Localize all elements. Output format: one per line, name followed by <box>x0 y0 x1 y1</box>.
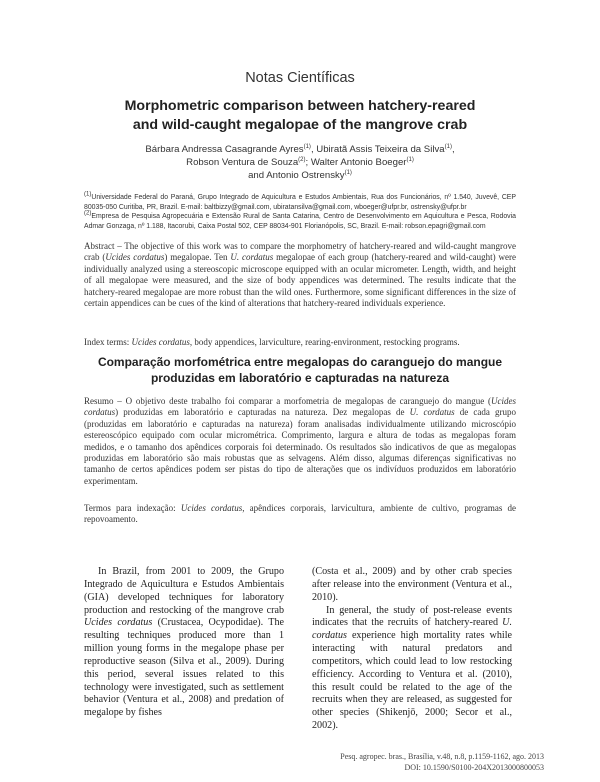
affiliation-mark: (2) <box>84 210 92 217</box>
author-affiliation-mark: (1) <box>406 157 414 164</box>
body-text: In Brazil, from 2001 to 2009, the Grupo Integrado de Aquicultura e Estudos Ambientais (GIA) developed techniques for laboratory production and restocking of the mangrove crab <box>84 566 284 616</box>
resumo-text: ) produzidas em laboratório e capturadas na natureza. Dez megalopas de <box>115 407 410 418</box>
affiliation-mark: (1) <box>84 191 92 198</box>
article-title-line-1: Morphometric comparison between hatchery-reared <box>124 98 476 114</box>
index-terms-text: , body appendices, larviculture, rearing-environment, restocking programs. <box>189 337 460 347</box>
author-affiliation-mark: (1) <box>444 143 452 150</box>
abstract-text: Abstract – The objective of this work was to compare the morphometry of hatchery-reared and wild-caught mangrove crab ( <box>84 241 516 263</box>
abstract <box>84 241 516 309</box>
affiliation-text: Empresa de Pesquisa Agropecuária e Extensão Rural de Santa Catarina, Centro de Desenvolvimento em Aquicultura e Pesca, Rodovia Admar Gonzaga, nº 1.188, Itacorubi, Caixa Postal 502, CEP 88034-901 Florianópolis, SC, Brazil. E-mail: robson.epagri@gmail.com <box>84 213 516 230</box>
author-line-2 <box>100 156 500 169</box>
species-name: Ucides cordatus <box>84 396 516 418</box>
author-separator: , <box>451 144 455 155</box>
portuguese-title-line-1: Comparação morfométrica entre megalopas do caranguejo do mangue <box>97 355 503 369</box>
affiliation-2 <box>84 212 516 231</box>
species-name: U. cordatus <box>409 407 455 418</box>
body-column-right <box>312 566 512 733</box>
author-affiliation-mark: (1) <box>303 143 311 150</box>
species-name: U. cordatus <box>230 252 274 263</box>
affiliation-text: Universidade Federal do Paraná, Grupo Integrado de Aquicultura e Estudos Ambientais, Rua dos Funcionários, nº 1.540, Juvevê, CEP 80035-050 Curitiba, PR, Brazil. E-mail: baltbizzy@gmail.com, ubiratansilva@gmail.com, wboeger@ufpr.br, ostrensky@ufpr.br <box>84 194 516 211</box>
resumo-text: de cada grupo (produzidas em laboratório e capturadas na natureza) foram analisadas individualmente utilizando microscópio estereoscópico equipado com ocular micrométrica. Comprimento, largura e altura de todas as megalopas foram medidos, e o tamanho dos apêndices corporais foi determinado. Os resultados são indicativos de que as megalopas produzidas em laboratório são mais robustas que as selvagens. Além disso, algumas diferenças significativas no tamanho de certos apêndices podem ser pistas do tipo de alterações que os indivíduos produzidos em laboratório experimentam. <box>84 407 516 486</box>
termos-label: Termos para indexação: <box>84 503 181 513</box>
doi: DOI: 10.1590/S0100-204X2013000800053 <box>404 763 544 772</box>
species-name: Ucides cordatus <box>131 337 190 347</box>
author-name: Robson Ventura de Souza <box>186 157 299 169</box>
body-paragraph <box>312 566 512 605</box>
species-name: Ucides cordatus <box>105 252 165 263</box>
body-column-left <box>84 566 284 720</box>
author-name: ; Walter Antonio Boeger <box>305 157 407 169</box>
author-affiliation-mark: (2) <box>298 157 306 164</box>
author-line-1 <box>100 143 500 156</box>
article-title <box>60 97 540 135</box>
body-text: experience high mortality rates while interacting with natural predators and competitors, which could lead to low restocking efficiency. According to Ventura et al. (2010), this result could be related to the age of the recruits when they are released, as suggested for other species (Shikenjō, 2000; Secor et al., 2002). <box>312 630 512 732</box>
termos-text: , apêndices corporais, larvicultura, ambiente de cultivo, programas de repovoamento. <box>84 503 516 525</box>
abstract-text: ) megalopae. Ten <box>164 252 231 263</box>
resumo <box>84 396 516 487</box>
body-text: (Costa et al., 2009) and by other crab species after release into the environment (Ventura et al., 2010). <box>312 566 512 603</box>
author-line-3 <box>100 169 500 182</box>
body-text: In general, the study of post-release events indicates that the recruits of hatchery-reared <box>312 604 512 629</box>
portuguese-title-line-2: produzidas em laboratório e capturadas na natureza <box>150 370 450 385</box>
author-list <box>100 143 500 183</box>
resumo-text: Resumo – O objetivo deste trabalho foi comparar a morfometria de megalopas de caranguejo do mangue ( <box>84 396 491 406</box>
termos-indexacao <box>84 503 516 526</box>
article-title-line-2: and wild-caught megalopae of the mangrove crab <box>132 117 468 133</box>
journal-citation: Pesq. agropec. bras., Brasília, v.48, n.8, p.1159-1162, ago. 2013 <box>340 752 544 761</box>
author-name: Bárbara Andressa Casagrande Ayres <box>145 144 304 155</box>
author-name: and Antonio Ostrensky <box>248 170 345 182</box>
species-name: U. cordatus <box>312 617 512 642</box>
body-paragraph <box>84 566 284 720</box>
affiliation-1 <box>84 193 516 212</box>
portuguese-title <box>60 355 540 386</box>
abstract-text: megalopae of each group (hatchery-reared and wild-caught) were individually analyzed using a stereoscopic microscope equipped with an ocular micrometer. Length, width, and height of all megalopae were measured, and the size of body appendices was determined. The results indicate that the hatchery-reared megalopae are more robust than the wild ones. Furthermore, some significant differences in the size of certain appendices can be cues of the kind of alterations that hatchery-reared individuals experience. <box>84 252 516 309</box>
body-paragraph <box>312 605 512 733</box>
body-text: (Crustacea, Ocypodidae). The resulting techniques produced more than 1 million young forms in the megalope phase per reproductive season (Silva et al., 2009). During this period, several issues related to this technology were investigated, such as settlement behavior (Ventura et al., 2008) and predation of megalope by fishes <box>84 617 284 719</box>
section-label: Notas Científicas <box>245 70 355 86</box>
species-name: Ucides cordatus <box>180 503 243 513</box>
species-name: Ucides cordatus <box>84 617 153 629</box>
author-name: , Ubiratã Assis Teixeira da Silva <box>310 144 445 155</box>
author-affiliation-mark: (1) <box>344 170 352 177</box>
index-terms <box>84 337 516 348</box>
index-terms-label: Index terms: <box>84 337 132 347</box>
